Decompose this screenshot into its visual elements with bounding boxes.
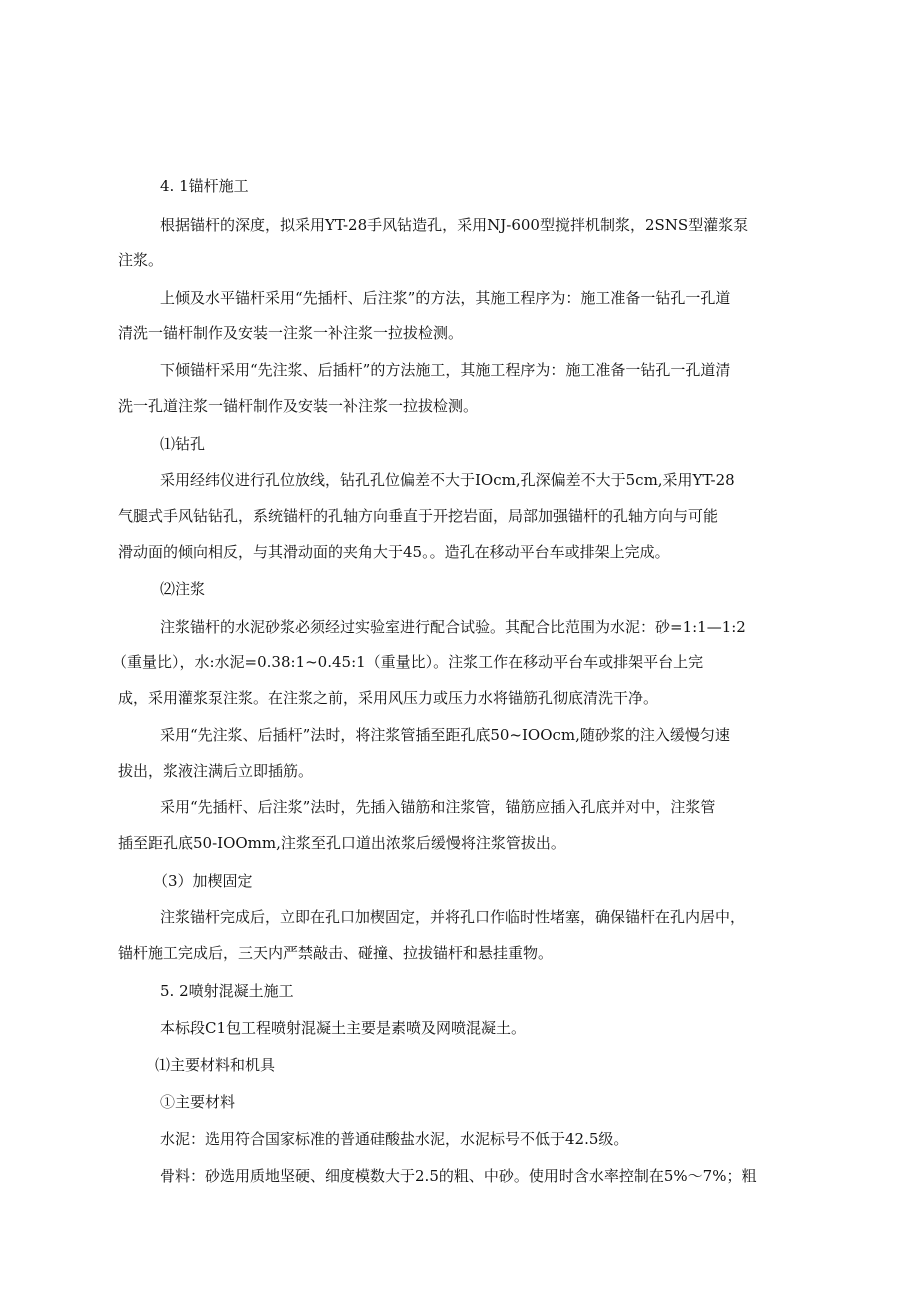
subsection-title-grouting: ⑵注浆: [160, 580, 206, 598]
paragraph-line: 拔出，浆液注满后立即插筋。: [118, 762, 314, 780]
paragraph-line: 注浆锚杆的水泥砂浆必须经过实验室进行配合试验。其配合比范围为水泥：砂=1:1—1:2: [160, 618, 746, 636]
paragraph-line: 成，采用灌浆泵注浆。在注浆之前，采用风压力或压力水将锚筋孔彻底清洗干净。: [118, 689, 659, 707]
subsection-title-drilling: ⑴钻孔: [160, 435, 206, 453]
paragraph-line: 根据锚杆的深度，拟采用YT-28手风钻造孔，采用NJ-600型搅拌机制浆，2SNS型灌浆泵: [160, 216, 749, 234]
paragraph-line: 水泥：选用符合国家标准的普通硅酸盐水泥，水泥标号不低于42.5级。: [160, 1130, 629, 1148]
paragraph-line: 采用经纬仪进行孔位放线，钻孔孔位偏差不大于IOcm,孔深偏差不大于5cm,采用YT-28: [160, 471, 735, 489]
subsection-title-main-materials: ①主要材料: [160, 1093, 236, 1111]
paragraph-line: 本标段C1包工程喷射混凝土主要是素喷及网喷混凝土。: [160, 1019, 527, 1037]
paragraph-line: 插至距孔底50-IOOmm,注浆至孔口道出浓浆后缓慢将注浆管拔出。: [118, 834, 566, 852]
subsection-title-materials: ⑴主要材料和机具: [155, 1056, 276, 1074]
paragraph-line: 滑动面的倾向相反，与其滑动面的夹角大于45。。造孔在移动平台车或排架上完成。: [118, 543, 670, 561]
paragraph-line: （重量比），水:水泥=0.38:1~0.45:1（重量比）。注浆工作在移动平台车或排架平台上完: [112, 653, 704, 671]
paragraph-line: 注浆锚杆完成后，立即在孔口加楔固定，并将孔口作临时性堵塞，确保锚杆在孔内居中，: [160, 908, 746, 926]
subsection-title-wedge: （3）加楔固定: [153, 872, 253, 890]
paragraph-line: 采用“先注浆、后插杆”法时，将注浆管插至距孔底50~IOOcm,随砂浆的注入缓慢匀速: [160, 726, 730, 744]
paragraph-line: 上倾及水平锚杆采用“先插杆、后注浆”的方法，其施工程序为：施工准备一钻孔一孔道: [160, 289, 731, 307]
paragraph-line: 清洗一锚杆制作及安装一注浆一补注浆一拉拔检测。: [118, 324, 464, 342]
paragraph-line: 气腿式手风钻钻孔，系统锚杆的孔轴方向垂直于开挖岩面，局部加强锚杆的孔轴方向与可能: [118, 507, 719, 525]
paragraph-line: 采用“先插杆、后注浆”法时，先插入锚筋和注浆管，锚筋应插入孔底并对中，注浆管: [160, 798, 716, 816]
paragraph-line: 洗一孔道注浆一锚杆制作及安装一补注浆一拉拔检测。: [118, 397, 479, 415]
paragraph-line: 下倾锚杆采用“先注浆、后插杆”的方法施工，其施工程序为：施工准备一钻孔一孔道清: [160, 361, 731, 379]
section-heading-4-1: 4. 1锚杆施工: [160, 177, 249, 195]
paragraph-line: 注浆。: [118, 251, 164, 269]
paragraph-line: 骨料：砂选用质地坚硬、细度模数大于2.5的粗、中砂。使用时含水率控制在5%～7%；粗: [160, 1167, 757, 1185]
paragraph-line: 锚杆施工完成后，三天内严禁敲击、碰撞、拉拔锚杆和悬挂重物。: [118, 944, 554, 962]
section-heading-5-2: 5. 2喷射混凝土施工: [160, 982, 294, 1000]
